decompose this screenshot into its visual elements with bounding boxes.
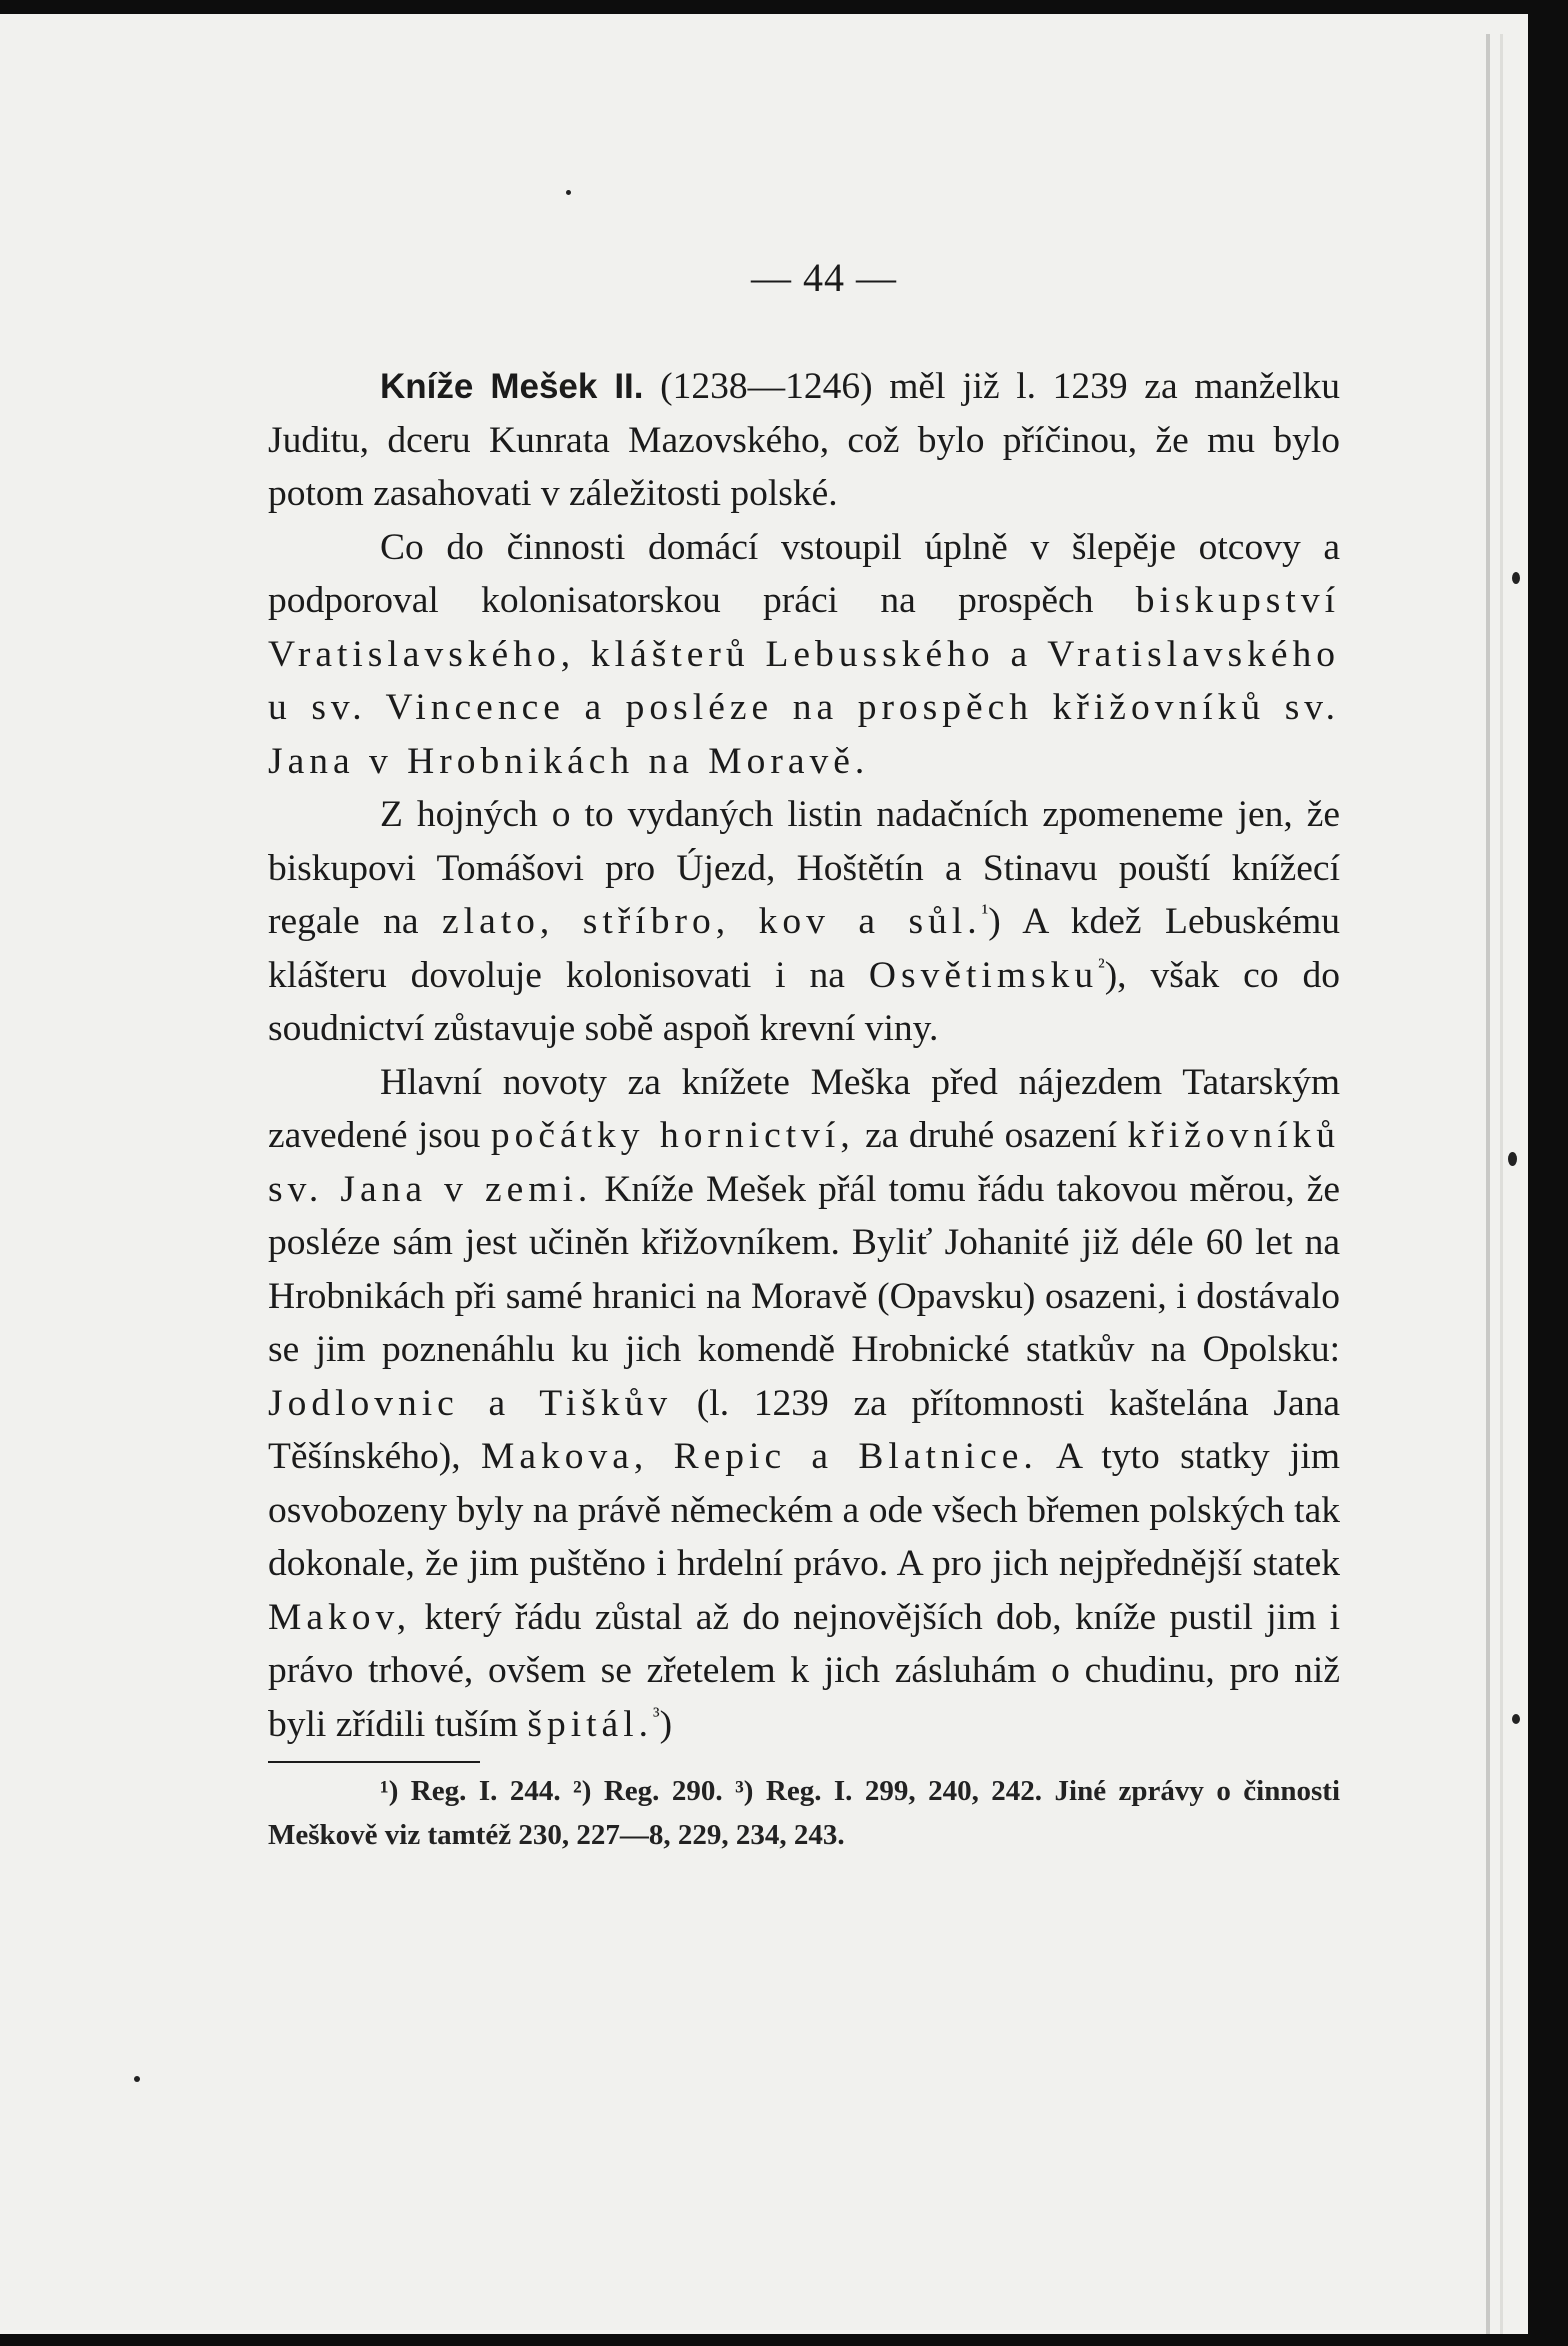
section-heading: Kníže Mešek II. bbox=[380, 367, 644, 406]
paragraph-2-text: Co do činnosti domácí vstoupil úplně v šlepěje otcovy a podporoval kolonisatorskou práci na prospěch bbox=[268, 526, 1340, 621]
footnotes bbox=[268, 1769, 1340, 1857]
paragraph-3-text-2: ) A kdež Lebuskému klášteru dovoluje kolonisovati i na bbox=[268, 901, 1340, 996]
paragraph-4-close: ) bbox=[659, 1703, 673, 1745]
paragraph-4 bbox=[268, 1056, 1340, 1752]
ink-speck bbox=[566, 190, 571, 195]
footnote-ref-1: ¹ bbox=[981, 899, 989, 925]
footnote-ref-2: ² bbox=[1098, 953, 1105, 978]
paragraph-4-text: Hlavní novoty za knížete Meška před nájezdem Tatarským zavedené jsou bbox=[268, 1061, 1340, 1156]
ink-speck bbox=[134, 2076, 140, 2082]
page-text bbox=[268, 252, 1340, 1857]
footnote-divider bbox=[268, 1761, 480, 1763]
paragraph-4-text-5: A tyto statky jim osvobozeny byly na právě německém a ode všech břemen polských tak dokonale, že jim puštěno i hrdelní právo. A pro jich nejpřednější statek bbox=[268, 1436, 1340, 1584]
ink-speck bbox=[1512, 1714, 1520, 1724]
paragraph-4-text-3: Kníže Mešek přál tomu řádu takovou měrou, že posléze sám jest učiněn křižovníkem. Byliť Johanité již déle 60 let na Hrobnikách při samé hranici na Moravě (Opavsku) osazeni, i dostávalo se jim poznenáhlu ku jich komendě Hrobnické statkův na Opolsku: bbox=[268, 1168, 1341, 1370]
paragraph-4-spaced-4: Makova, Repic a Blatnice. bbox=[481, 1436, 1038, 1477]
paragraph-3-text: Z hojných o to vydaných listin nadačních zpomeneme jen, že biskupovi Tomášovi pro Újezd, Hoštětín a Stinavu pouští knížecí regale na bbox=[268, 794, 1340, 942]
page-edge-shadow bbox=[1486, 34, 1490, 2334]
paragraph-3-spaced-place: Osvětimsku bbox=[868, 954, 1099, 996]
paragraph-4-spaced-1: počátky hornictví, bbox=[490, 1115, 855, 1156]
footnotes-text: ¹) Reg. I. 244. ²) Reg. 290. ³) Reg. I. 299, 240, 242. Jiné zprávy o činnosti Meškově viz tamtéž 230, 227—8, 229, 234, 243. bbox=[268, 1775, 1340, 1851]
page-edge-shadow-2 bbox=[1500, 34, 1503, 2334]
paragraph-3 bbox=[268, 788, 1340, 1056]
paragraph-3-text-3: ), však co do soudnictví zůstavuje sobě aspoň krevní viny. bbox=[268, 954, 1341, 1049]
book-page bbox=[0, 14, 1528, 2334]
paragraph-4-spaced-3: Jodlovnic a Tiškův bbox=[268, 1382, 673, 1424]
paragraph-4-text-4: (l. 1239 za přítomnosti kaštelána Jana Těšínského), bbox=[268, 1382, 1340, 1477]
paragraph-4-spaced-5: Makov, bbox=[268, 1596, 412, 1638]
ink-speck bbox=[1512, 572, 1520, 584]
heading-years: (1238—1246) bbox=[660, 366, 873, 407]
paragraph-1-text: měl již l. 1239 za manželku Juditu, dceru Kunrata Mazovského, což bylo příčinou, že mu bylo potom zasahovati v záležitosti polské. bbox=[268, 366, 1340, 514]
ink-speck bbox=[1508, 1152, 1517, 1166]
paragraph-4-text-6: který řádu zůstal až do nejnovějších dob, kníže pustil jim i právo trhové, ovšem se zřetelem k jich zásluhám o chudinu, pro niž byli zřídili tuším bbox=[268, 1596, 1340, 1745]
paragraph-4-spaced-6: špitál. bbox=[527, 1703, 653, 1745]
footnote-ref-3: ³ bbox=[653, 1702, 660, 1727]
paragraph-4-text-2: za druhé osazení bbox=[865, 1115, 1118, 1156]
paragraph-3-spaced-text: zlato, stříbro, kov a sůl. bbox=[442, 901, 982, 942]
paragraph-1 bbox=[268, 360, 1340, 521]
paragraph-2-spaced-text: biskupství Vratislavského, klášterů Lebusského a Vratislavského u sv. Vincence a posléze na prospěch křižovníků sv. Jana v Hrobnikách na Moravě. bbox=[268, 580, 1340, 782]
paragraph-2 bbox=[268, 521, 1340, 789]
paragraph-4-spaced-2: křižovníků sv. Jana v zemi. bbox=[268, 1115, 1340, 1210]
page-number: — 44 — bbox=[751, 255, 897, 300]
